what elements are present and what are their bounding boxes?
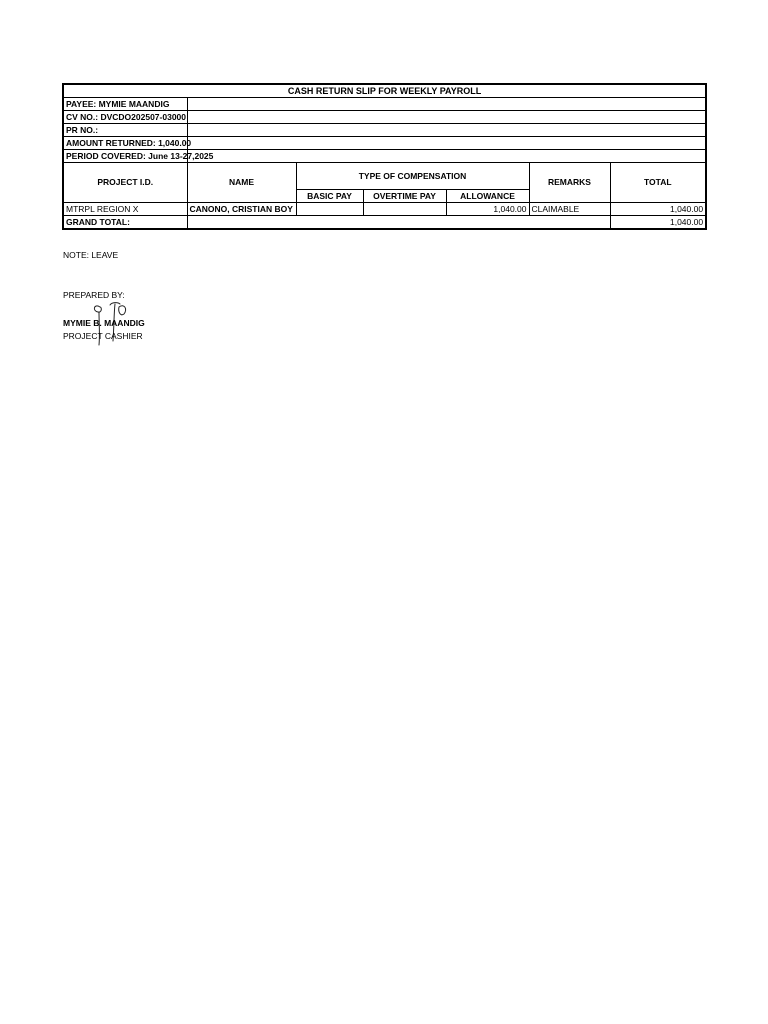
cash-return-slip [62, 83, 705, 230]
cv-value-cell [187, 111, 706, 124]
cell-project-id: MTRPL REGION X [63, 203, 187, 216]
header-type-of-compensation: TYPE OF COMPENSATION [296, 163, 529, 190]
header-name: NAME [187, 163, 296, 203]
grand-total-value: 1,040.00 [610, 216, 706, 230]
pr-row [63, 124, 706, 137]
pr-value-cell [187, 124, 706, 137]
grand-total-label: GRAND TOTAL: [63, 216, 187, 230]
cell-basic-pay [296, 203, 363, 216]
cell-allowance: 1,040.00 [446, 203, 529, 216]
header-total: TOTAL [610, 163, 706, 203]
cv-row [63, 111, 706, 124]
cell-overtime-pay [363, 203, 446, 216]
title-row [63, 84, 706, 98]
preparer-name: MYMIE B. MAANDIG [63, 318, 145, 328]
note-text: NOTE: LEAVE [63, 250, 119, 260]
preparer-role: PROJECT CASHIER [63, 331, 143, 341]
payee-row [63, 98, 706, 111]
header-remarks: REMARKS [529, 163, 610, 203]
grand-total-spacer [187, 216, 610, 230]
pr-number: PR NO.: [63, 124, 187, 137]
prepared-by-label: PREPARED BY: [63, 290, 125, 300]
header-project-id: PROJECT I.D. [63, 163, 187, 203]
amount-value-cell [187, 137, 706, 150]
payee-value-cell [187, 98, 706, 111]
slip-table [62, 83, 707, 230]
slip-title: CASH RETURN SLIP FOR WEEKLY PAYROLL [63, 84, 706, 98]
header-row-top [63, 163, 706, 190]
cv-number: CV NO.: DVCDO202507-03000 [63, 111, 187, 124]
cell-total: 1,040.00 [610, 203, 706, 216]
cell-name: CANONO, CRISTIAN BOY [187, 203, 296, 216]
cell-remarks: CLAIMABLE [529, 203, 610, 216]
header-allowance: ALLOWANCE [446, 190, 529, 203]
period-value-cell [187, 150, 706, 163]
grand-total-row [63, 216, 706, 230]
table-row [63, 203, 706, 216]
header-basic-pay: BASIC PAY [296, 190, 363, 203]
amount-row [63, 137, 706, 150]
payee-label: PAYEE: MYMIE MAANDIG [63, 98, 187, 111]
amount-returned: AMOUNT RETURNED: 1,040.00 [63, 137, 187, 150]
period-row [63, 150, 706, 163]
period-covered: PERIOD COVERED: June 13-27,2025 [63, 150, 187, 163]
header-overtime-pay: OVERTIME PAY [363, 190, 446, 203]
